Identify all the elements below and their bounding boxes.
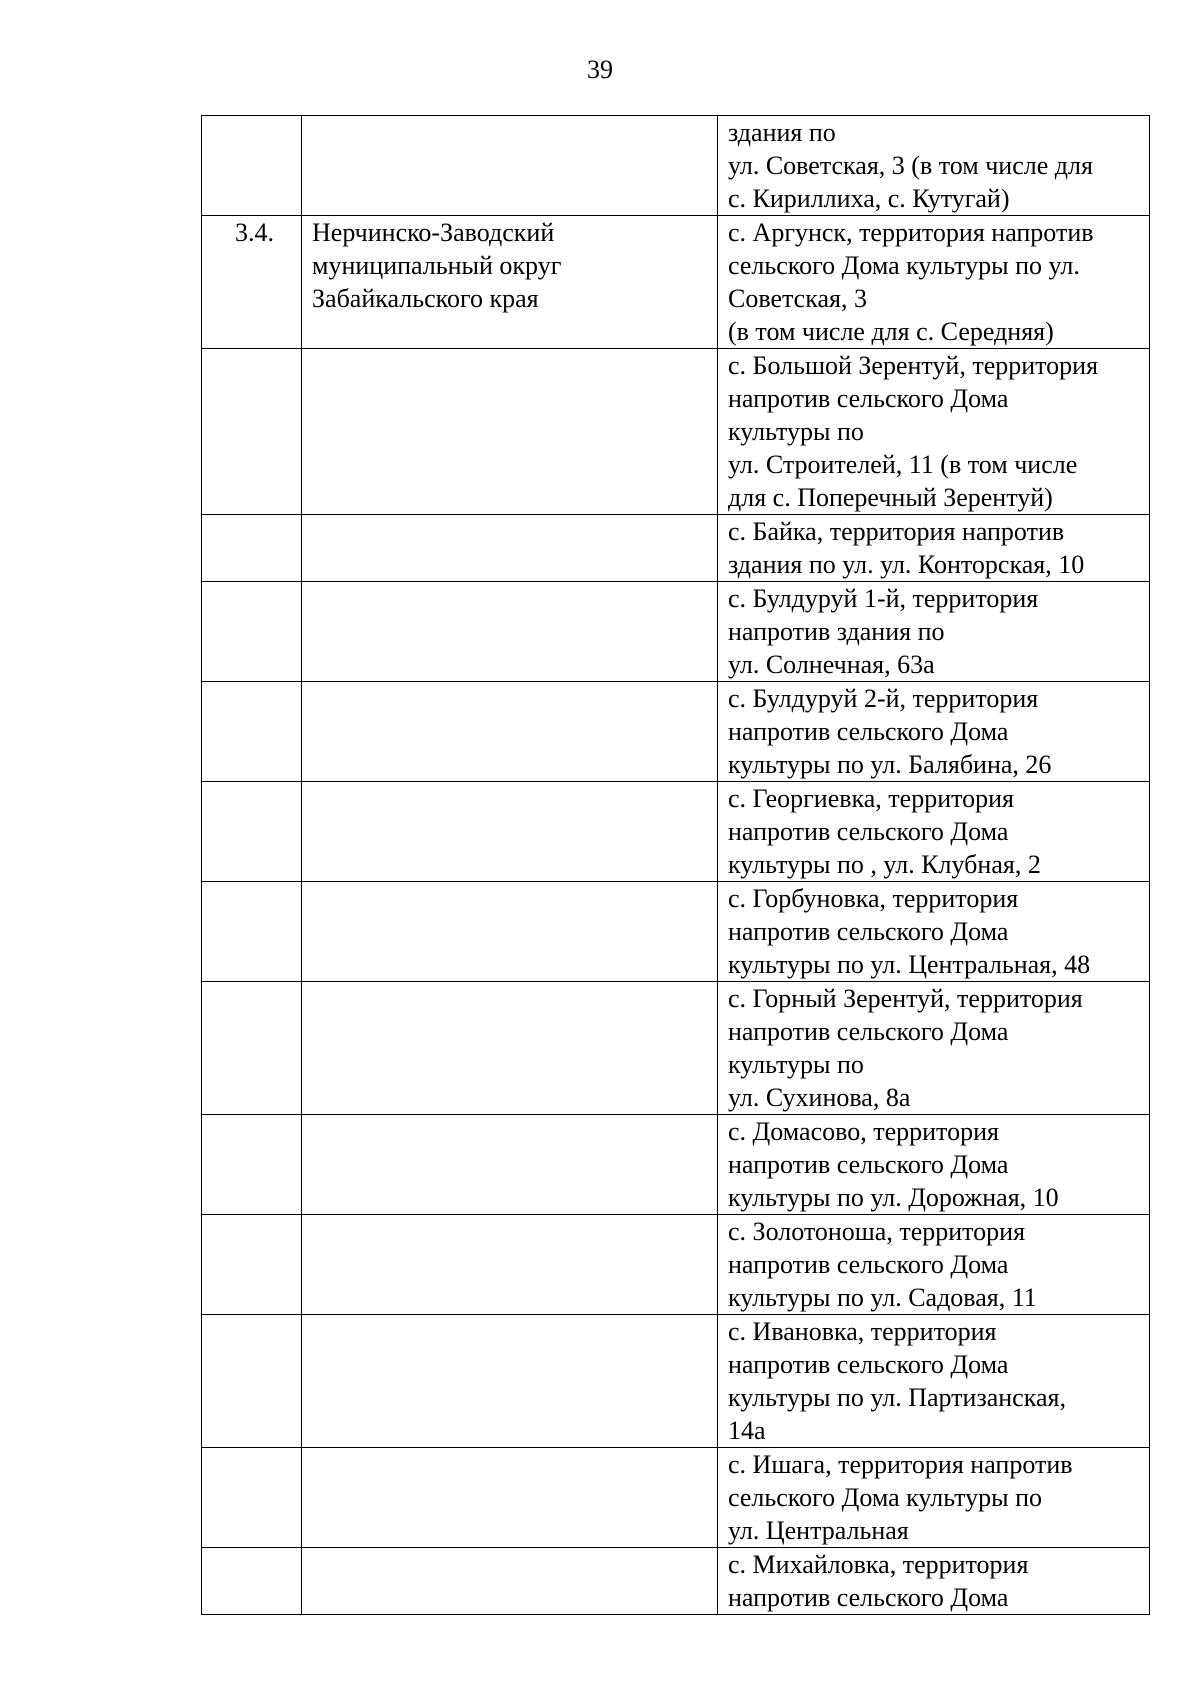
name-cell xyxy=(302,782,718,882)
table-row xyxy=(202,782,1150,882)
number-cell xyxy=(202,682,302,782)
table-row xyxy=(202,882,1150,982)
name-cell xyxy=(302,882,718,982)
place-cell: с. Ивановка, территория напротив сельского Дома культуры по ул. Партизанская, 14а xyxy=(718,1315,1150,1448)
name-cell xyxy=(302,582,718,682)
place-cell: с. Булдуруй 2-й, территория напротив сельского Дома культуры по ул. Балябина, 26 xyxy=(718,682,1150,782)
number-cell xyxy=(202,982,302,1115)
number-cell xyxy=(202,782,302,882)
place-cell: с. Горный Зерентуй, территория напротив сельского Дома культуры по ул. Сухинова, 8а xyxy=(718,982,1150,1115)
number-cell xyxy=(202,1115,302,1215)
table-row xyxy=(202,582,1150,682)
name-cell xyxy=(302,682,718,782)
name-cell xyxy=(302,515,718,582)
name-cell xyxy=(302,1115,718,1215)
number-cell xyxy=(202,349,302,515)
number-cell xyxy=(202,1215,302,1315)
name-cell xyxy=(302,1315,718,1448)
number-cell xyxy=(202,1548,302,1615)
number-cell xyxy=(202,882,302,982)
place-cell: с. Михайловка, территория напротив сельского Дома xyxy=(718,1548,1150,1615)
table-row xyxy=(202,1548,1150,1615)
number-cell: 3.4. xyxy=(202,216,302,349)
place-cell: с. Георгиевка, территория напротив сельского Дома культуры по , ул. Клубная, 2 xyxy=(718,782,1150,882)
place-cell: с. Булдуруй 1-й, территория напротив здания по ул. Солнечная, 63а xyxy=(718,582,1150,682)
place-cell: с. Байка, территория напротив здания по ул. ул. Конторская, 10 xyxy=(718,515,1150,582)
number-cell xyxy=(202,582,302,682)
table-row xyxy=(202,1448,1150,1548)
table-row xyxy=(202,216,1150,349)
name-cell xyxy=(302,1548,718,1615)
page-number: 39 xyxy=(587,55,613,84)
place-cell: с. Большой Зерентуй, территория напротив сельского Дома культуры по ул. Строителей, 11 (в том числе для с. Поперечный Зерентуй) xyxy=(718,349,1150,515)
table-row xyxy=(202,116,1150,216)
place-cell: с. Ишага, территория напротив сельского Дома культуры по ул. Центральная xyxy=(718,1448,1150,1548)
place-cell: с. Золотоноша, территория напротив сельского Дома культуры по ул. Садовая, 11 xyxy=(718,1215,1150,1315)
table-row xyxy=(202,349,1150,515)
place-cell: с. Аргунск, территория напротив сельского Дома культуры по ул. Советская, 3 (в том числе для с. Середняя) xyxy=(718,216,1150,349)
locations-table xyxy=(201,115,1150,1615)
number-cell xyxy=(202,1315,302,1448)
name-cell xyxy=(302,982,718,1115)
table-row xyxy=(202,515,1150,582)
place-cell: с. Домасово, территория напротив сельского Дома культуры по ул. Дорожная, 10 xyxy=(718,1115,1150,1215)
number-cell xyxy=(202,515,302,582)
number-cell xyxy=(202,1448,302,1548)
name-cell xyxy=(302,116,718,216)
table-row xyxy=(202,1215,1150,1315)
place-cell: с. Горбуновка, территория напротив сельского Дома культуры по ул. Центральная, 48 xyxy=(718,882,1150,982)
table-row xyxy=(202,1315,1150,1448)
name-cell: Нерчинско-Заводский муниципальный округ Забайкальского края xyxy=(302,216,718,349)
table-row xyxy=(202,982,1150,1115)
name-cell xyxy=(302,1448,718,1548)
place-cell: здания по ул. Советская, 3 (в том числе для с. Кириллиха, с. Кутугай) xyxy=(718,116,1150,216)
table-row xyxy=(202,682,1150,782)
name-cell xyxy=(302,349,718,515)
name-cell xyxy=(302,1215,718,1315)
number-cell xyxy=(202,116,302,216)
table-row xyxy=(202,1115,1150,1215)
